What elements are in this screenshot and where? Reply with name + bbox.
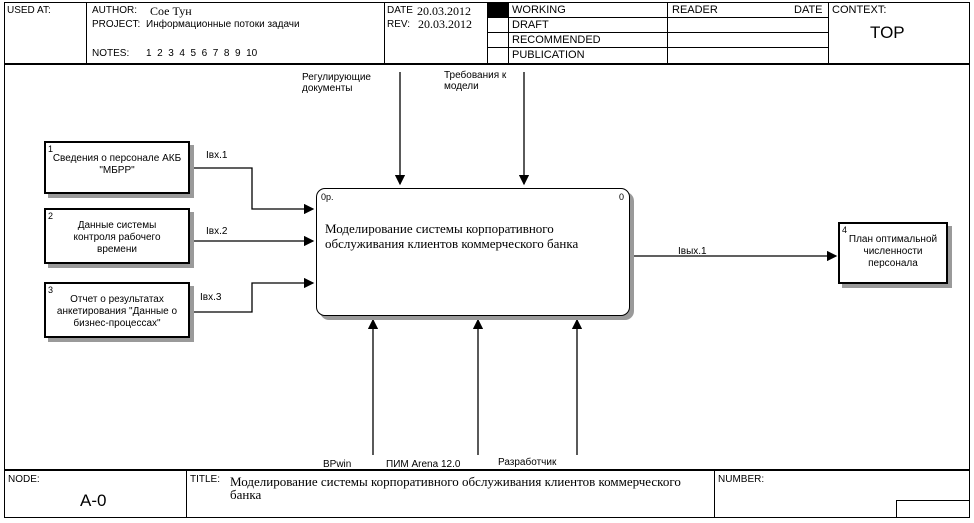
main-activity-box[interactable] xyxy=(316,188,630,316)
output-box-number: 4 xyxy=(842,225,848,235)
input-box-1[interactable] xyxy=(44,141,190,194)
mechanism-label-2: ПИМ Arena 12.0 xyxy=(386,459,461,470)
input-box-1-text: Сведения о персонале АКБ "МБРР" xyxy=(52,153,182,176)
input-box-3[interactable] xyxy=(44,282,190,338)
working-mark xyxy=(487,3,508,17)
reader-date-label: DATE xyxy=(794,4,823,16)
date-value: 20.03.2012 xyxy=(417,4,471,18)
status-recommended: RECOMMENDED xyxy=(512,34,601,46)
status-working: WORKING xyxy=(512,4,566,16)
reader-label: READER xyxy=(672,4,718,16)
node-label: NODE: xyxy=(8,474,40,485)
status-publication: PUBLICATION xyxy=(512,49,585,61)
output-box[interactable] xyxy=(838,222,948,284)
mechanism-label-1: BPwin xyxy=(323,459,352,470)
footer-title: Моделирование системы корпоративного обслуживания клиентов коммерческого банка xyxy=(230,474,681,502)
input-arrow-label-2: Iвх.2 xyxy=(206,226,228,237)
used-at-label: USED AT: xyxy=(7,5,51,16)
input-box-2-text: Данные системы контроля рабочего времени xyxy=(73,220,161,255)
context-value: TOP xyxy=(870,23,905,42)
notes-label: NOTES: xyxy=(92,48,130,59)
control-label-2: Требования к модели xyxy=(444,70,507,92)
project-label: PROJECT: xyxy=(92,19,141,30)
rev-label: REV: xyxy=(387,19,410,30)
status-draft: DRAFT xyxy=(512,19,549,31)
mechanism-label-3: Разработчик xyxy=(498,457,557,468)
title-label: TITLE: xyxy=(190,474,221,485)
main-box-corner: 0 xyxy=(618,192,624,202)
input-box-2[interactable] xyxy=(44,208,190,264)
input-box-3-text: Отчет о результатах анкетирования "Данные о бизнес-процессах" xyxy=(56,294,178,329)
number-label: NUMBER: xyxy=(718,474,765,485)
output-box-text: План оптимальной численности персонала xyxy=(848,234,938,269)
input-arrow-label-1: Iвх.1 xyxy=(206,150,228,161)
input-box-2-number: 2 xyxy=(48,211,54,221)
date-label: DATE xyxy=(387,5,413,16)
input-arrow-label-3: Iвх.3 xyxy=(200,292,222,303)
control-label-1: Регулирующие документы xyxy=(302,72,371,94)
context-label: CONTEXT: xyxy=(832,4,887,16)
output-arrow-label: Iвых.1 xyxy=(678,246,707,257)
input-box-1-number: 1 xyxy=(48,144,54,154)
notes-value: 1 2 3 4 5 6 7 8 9 10 xyxy=(146,48,258,59)
input-box-3-number: 3 xyxy=(48,285,54,295)
main-box-title: Моделирование системы корпоративного обслуживания клиентов коммерческого банка xyxy=(325,221,579,251)
main-box-number: 0р. xyxy=(321,192,334,202)
project-value: Информационные потоки задачи xyxy=(146,19,300,30)
author-label: AUTHOR: xyxy=(92,5,137,16)
author-value: Сое Тун xyxy=(150,4,192,18)
node-value: A-0 xyxy=(80,491,107,510)
rev-value: 20.03.2012 xyxy=(418,17,472,31)
